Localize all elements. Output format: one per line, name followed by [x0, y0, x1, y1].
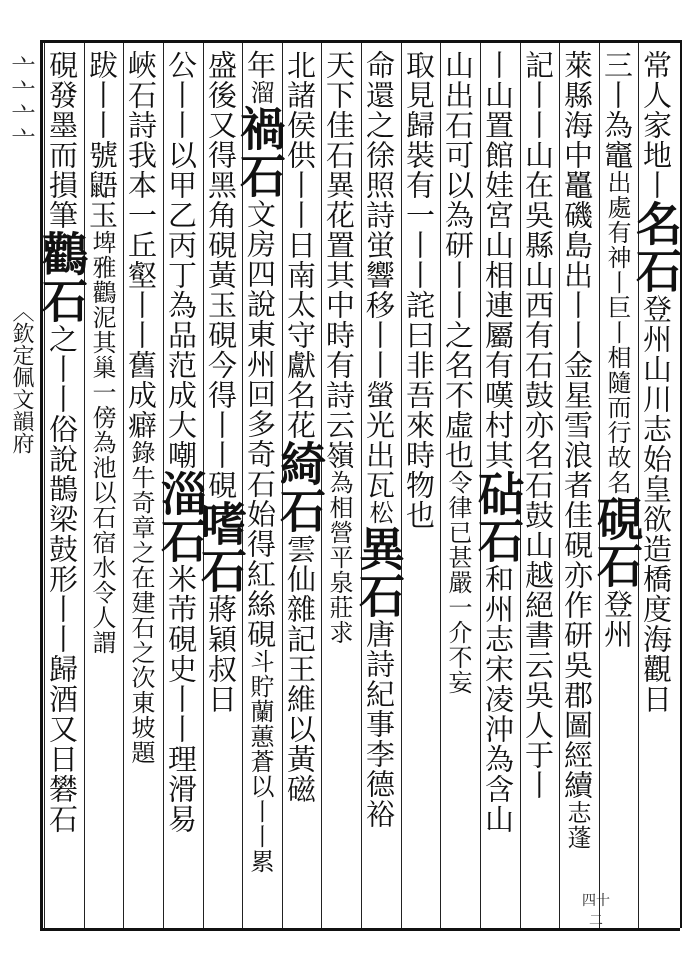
- margin-book-title: 〈欽定佩文韻府: [9, 300, 34, 454]
- entry-headword: 嗜石: [194, 500, 248, 594]
- frame-border-top: [40, 40, 680, 43]
- text-segment: 登州山川志始皇欲造橋度海觀日: [639, 294, 673, 714]
- entry-headword: 鸛石: [35, 230, 89, 324]
- entry-headword: 異石: [352, 525, 406, 619]
- text-segment: 記丨丨山在吳縣山西有石鼓亦名石鼓山越絕書云吳人于丨: [521, 50, 555, 800]
- text-column: [403, 50, 441, 922]
- text-segment: 命還之徐照詩蛍響移丨丨螢光出瓦: [362, 50, 396, 500]
- text-segment: 斗貯蘭蕙蒼以丨丨累: [246, 649, 274, 874]
- text-segment: 公丨丨以甲乙丙丁為品范成大嘲: [164, 50, 198, 470]
- entry-headword: 硯石: [590, 495, 644, 589]
- text-segment: 取見歸裝有一丨丨詫曰非吾來時物也: [402, 50, 436, 530]
- text-column: [154, 50, 208, 922]
- text-segment: 山出石可以為研丨丨之名不虛也: [441, 50, 475, 470]
- text-column: [273, 50, 327, 922]
- text-segment: 之丨丨俗說鵲梁鼓形丨丨歸酒又日礬石: [45, 324, 79, 834]
- text-segment: 常人家地丨: [639, 50, 673, 200]
- text-column: [35, 50, 89, 922]
- text-segment: 和州志宋凌沖為含山: [481, 564, 515, 834]
- text-segment: 年: [243, 50, 277, 80]
- entry-headword: 綺石: [273, 440, 327, 534]
- text-column: [522, 50, 560, 922]
- entry-headword: 砧石: [471, 470, 525, 564]
- text-column: [471, 50, 525, 922]
- text-segment: 萊縣海中鼉磯島出丨丨金星雪浪者佳硯亦作研吳郡圖經續: [560, 50, 594, 800]
- text-segment: 之在建石之次東坡題: [127, 540, 155, 765]
- entry-headword: 淄石: [154, 470, 208, 564]
- text-segment: 後又得黑角硯黃玉硯今得丨丨硯: [204, 80, 238, 500]
- text-column: [629, 50, 683, 922]
- text-segment: 令律已甚嚴一介不妄: [444, 470, 472, 695]
- text-column: [233, 50, 287, 922]
- text-column: [323, 50, 361, 922]
- text-column: [561, 50, 599, 922]
- text-segment: 錄牛奇章: [127, 440, 155, 540]
- text-segment: 溜: [246, 80, 274, 105]
- text-segment: 登州: [600, 589, 634, 649]
- page-number: 四十二: [582, 893, 610, 929]
- text-segment: 天下佳石異花置其中時有詩云嶺: [322, 50, 356, 470]
- text-segment: 埤雅鸛泥其巢一傍為池以石宿水令人謂: [88, 230, 116, 655]
- text-column: [442, 50, 480, 922]
- text-column: [352, 50, 406, 922]
- text-column: [86, 50, 124, 922]
- text-segment: 三丨為竈: [600, 50, 634, 170]
- text-segment: 志蓬: [563, 800, 591, 850]
- text-segment: 丨山置館娃宮山相連屬有嘆村其: [481, 50, 515, 470]
- text-column: [125, 50, 163, 922]
- text-segment: 跋丨丨號鼯玉: [85, 50, 119, 230]
- text-segment: 雲仙雜記王維以黃磁: [283, 534, 317, 804]
- text-segment: 文房四說東州回多奇石始得紅絲硯: [243, 199, 277, 649]
- entry-headword: 名石: [629, 200, 683, 294]
- text-segment: 為相營平泉莊求: [325, 470, 353, 645]
- text-segment: 松: [365, 500, 393, 525]
- entry-headword: 禍石: [233, 105, 287, 199]
- text-segment: 硯發墨而損筆: [45, 50, 79, 230]
- frame-border-right: [680, 40, 682, 928]
- text-segment: 米芾硯史丨丨理滑易: [164, 564, 198, 834]
- text-column: [194, 50, 248, 922]
- frame-border-bottom: [40, 928, 680, 931]
- margin-top-marks: 亠亠亠亠: [7, 55, 35, 151]
- text-segment: 盛: [204, 50, 238, 80]
- text-segment: 出處有神丨巨丨相隨而行故名: [603, 170, 631, 495]
- text-segment: 峽石詩我本一丘壑丨丨舊成癖: [124, 50, 158, 440]
- text-segment: 蔣穎叔日: [204, 594, 238, 714]
- text-segment: 唐詩紀事李德裕: [362, 619, 396, 829]
- text-segment: 北諸侯供丨丨日南太守獻名花: [283, 50, 317, 440]
